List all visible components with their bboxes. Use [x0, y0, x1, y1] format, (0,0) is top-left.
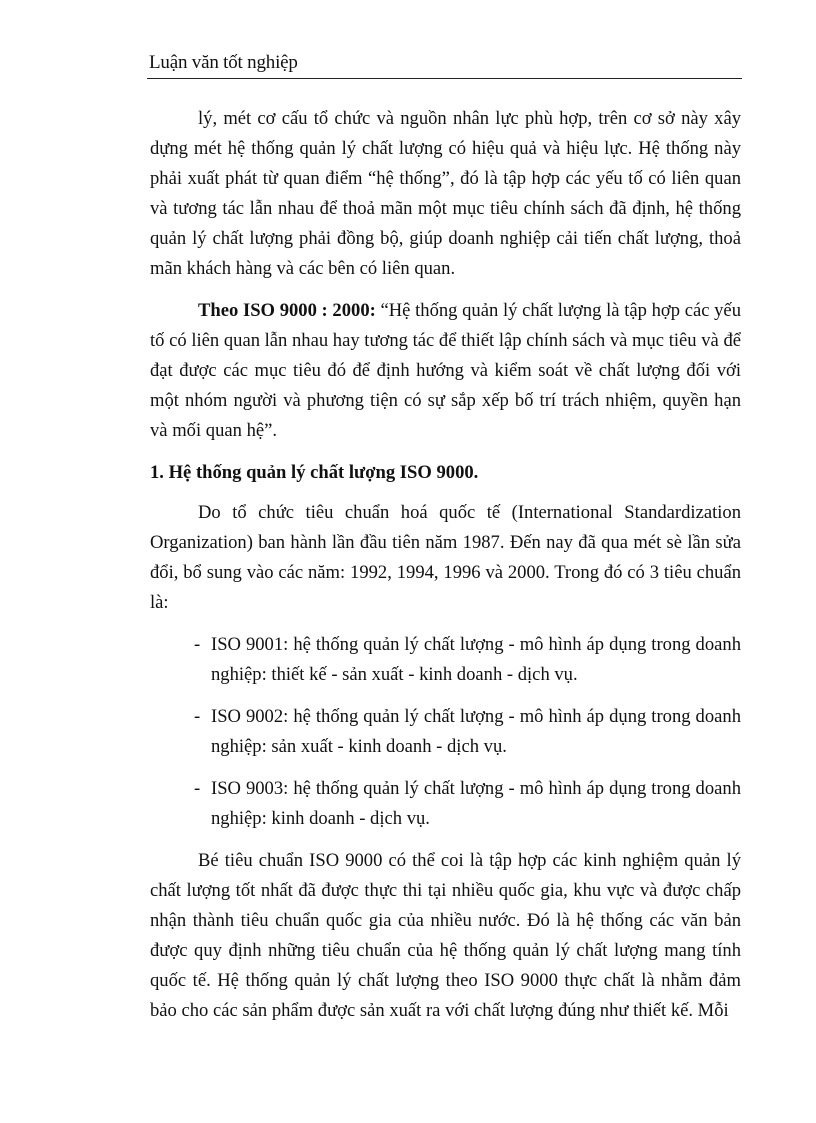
dash-bullet: - [194, 778, 201, 799]
list-item [194, 630, 741, 690]
header-title: Luận văn tốt nghiệp [149, 52, 298, 73]
section-heading: 1. Hệ thống quản lý chất lượng ISO 9000. [150, 462, 479, 483]
list-item [194, 774, 741, 834]
paragraph-2 [150, 296, 741, 446]
dash-bullet: - [194, 706, 201, 727]
list-item [194, 702, 741, 762]
paragraph-4: Bé tiêu chuẩn ISO 9000 có thể coi là tập hợp các kinh nghiệm quản lý chất lượng tốt nhất đã được thực thi tại nhiều quốc gia, khu vực và được chấp nhận thành tiêu chuẩn quốc gia của nhiều nước. Đó là hệ thống các văn bản được quy định những tiêu chuẩn của hệ thống quản lý chất lượng mang tính quốc tế. Hệ thống quản lý chất lượng theo ISO 9000 thực chất là nhằm đảm bảo cho các sản phẩm được sản xuất ra với chất lượng đúng như thiết kế. Mỗi [150, 850, 741, 1021]
paragraph-3: Do tổ chức tiêu chuẩn hoá quốc tế (International Standardization Organization) ban hành lần đầu tiên năm 1987. Đến nay đã qua mét sè lần sửa đổi, bổ sung vào các năm: 1992, 1994, 1996 và 2000. Trong đó có 3 tiêu chuẩn là: [150, 502, 741, 613]
document-body [150, 104, 741, 1038]
paragraph-1: lý, mét cơ cấu tổ chức và nguồn nhân lực phù hợp, trên cơ sở này xây dựng mét hệ thống quản lý chất lượng có hiệu quả và hiệu lực. Hệ thống này phải xuất phát từ quan điểm “hệ thống”, đó là tập hợp các yếu tố có liên quan và tương tác lẫn nhau để thoả mãn một mục tiêu chính sách đã định, hệ thống quản lý chất lượng phải đồng bộ, giúp doanh nghiệp cải tiến chất lượng, thoả mãn khách hàng và các bên có liên quan. [150, 108, 741, 279]
list-item-text: ISO 9001: hệ thống quản lý chất lượng - mô hình áp dụng trong doanh nghiệp: thiết kế - sản xuất - kinh doanh - dịch vụ. [211, 634, 741, 685]
standards-list [150, 630, 741, 834]
dash-bullet: - [194, 634, 201, 655]
list-item-text: ISO 9003: hệ thống quản lý chất lượng - mô hình áp dụng trong doanh nghiệp: kinh doanh - dịch vụ. [211, 778, 741, 829]
page-header [147, 50, 742, 79]
paragraph-2-text: “Hệ thống quản lý chất lượng là tập hợp các yếu tố có liên quan lẫn nhau hay tương tác để thiết lập chính sách và mục tiêu và để đạt được các mục tiêu đó để định hướng và kiểm soát về chất lượng đối với một nhóm người và phương tiện có sự sắp xếp bố trí trách nhiệm, quyền hạn và mối quan hệ”. [150, 300, 741, 441]
list-item-text: ISO 9002: hệ thống quản lý chất lượng - mô hình áp dụng trong doanh nghiệp: sản xuất - kinh doanh - dịch vụ. [211, 706, 741, 757]
paragraph-2-lead: Theo ISO 9000 : 2000: [198, 300, 376, 321]
